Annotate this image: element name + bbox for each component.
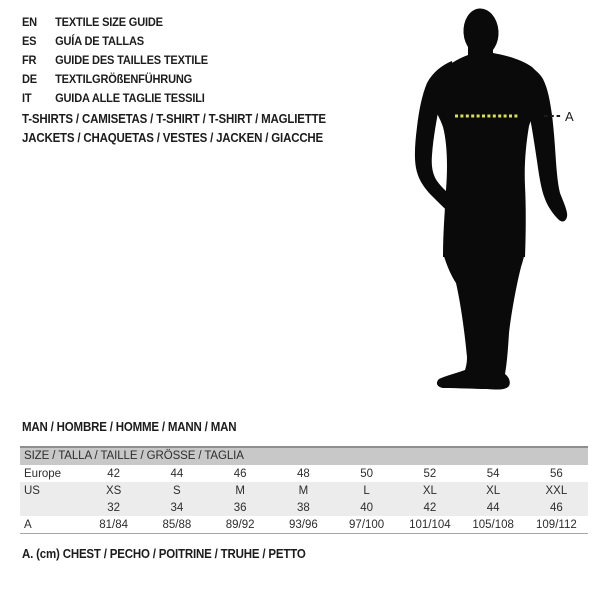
language-row-fr xyxy=(22,51,208,70)
language-label: GUIDE DES TAILLES TEXTILE xyxy=(55,53,208,67)
size-cell: XL xyxy=(422,484,437,497)
language-code: EN xyxy=(22,15,37,29)
size-cell: XXL xyxy=(545,484,568,497)
category-line-jackets: JACKETS / CHAQUETAS / VESTES / JACKEN / GIACCHE xyxy=(22,131,324,145)
language-row-es xyxy=(22,32,208,51)
size-table-header: SIZE / TALLA / TAILLE / GRÖSSE / TAGLIA xyxy=(20,448,588,465)
size-cell: 40 xyxy=(360,501,374,514)
man-silhouette xyxy=(405,5,575,395)
size-cell: 36 xyxy=(233,501,247,514)
language-guide-list xyxy=(22,13,208,108)
section-title-man: MAN / HOMBRE / HOMME / MANN / MAN xyxy=(22,420,237,434)
size-cell: 56 xyxy=(549,467,563,480)
size-cell: 89/92 xyxy=(225,518,255,531)
language-row-de xyxy=(22,70,208,89)
category-line-tshirts: T-SHIRTS / CAMISETAS / T-SHIRT / T-SHIRT / MAGLIETTE xyxy=(22,112,326,126)
size-cell: 44 xyxy=(486,501,500,514)
size-cell: 46 xyxy=(233,467,247,480)
language-label: TEXTILE SIZE GUIDE xyxy=(55,15,163,29)
size-cell: S xyxy=(173,484,181,497)
size-cell: 81/84 xyxy=(99,518,129,531)
size-cell: M xyxy=(298,484,309,497)
size-cell: 50 xyxy=(360,467,374,480)
size-cell: 85/88 xyxy=(162,518,192,531)
size-cell: 34 xyxy=(170,501,184,514)
size-cell: 42 xyxy=(107,467,121,480)
size-cell: 97/100 xyxy=(349,518,385,531)
size-cell: 105/108 xyxy=(472,518,514,531)
row-label: Europe xyxy=(24,467,62,480)
size-table xyxy=(20,446,588,534)
measurement-footnote: A. (cm) CHEST / PECHO / POITRINE / TRUHE / PETTO xyxy=(22,547,306,561)
language-label: GUIDA ALLE TAGLIE TESSILI xyxy=(55,91,205,105)
size-cell: 38 xyxy=(296,501,310,514)
size-cell: M xyxy=(235,484,245,497)
table-row-numeric xyxy=(20,499,588,516)
measure-label-a: A xyxy=(565,109,574,124)
language-row-en xyxy=(22,13,208,32)
row-label: A xyxy=(24,518,32,531)
language-label: GUÍA DE TALLAS xyxy=(55,34,144,48)
size-cell: 46 xyxy=(549,501,563,514)
size-cell: 109/112 xyxy=(536,518,577,531)
size-cell: XL xyxy=(486,484,501,497)
size-cell: XS xyxy=(105,484,122,497)
language-code: DE xyxy=(22,72,37,86)
man-silhouette-figure xyxy=(405,5,575,395)
table-row-europe xyxy=(20,465,588,482)
silhouette-legs xyxy=(437,253,525,390)
size-cell: 42 xyxy=(423,501,437,514)
size-cell: 44 xyxy=(170,467,184,480)
size-cell: 48 xyxy=(296,467,310,480)
size-cell: L xyxy=(363,484,370,497)
size-cell: 52 xyxy=(423,467,437,480)
language-row-it xyxy=(22,89,208,108)
language-label: TEXTILGRÖßENFÜHRUNG xyxy=(55,72,193,86)
language-code: FR xyxy=(22,53,37,67)
table-row-us xyxy=(20,482,588,499)
language-code: IT xyxy=(22,91,32,105)
size-cell: 54 xyxy=(486,467,500,480)
size-cell: 32 xyxy=(107,501,121,514)
language-code: ES xyxy=(22,34,37,48)
size-cell: 101/104 xyxy=(409,518,451,531)
category-heading xyxy=(22,110,326,148)
size-cell: 93/96 xyxy=(288,518,318,531)
table-row-a-chest xyxy=(20,516,588,533)
row-label: US xyxy=(24,484,40,497)
